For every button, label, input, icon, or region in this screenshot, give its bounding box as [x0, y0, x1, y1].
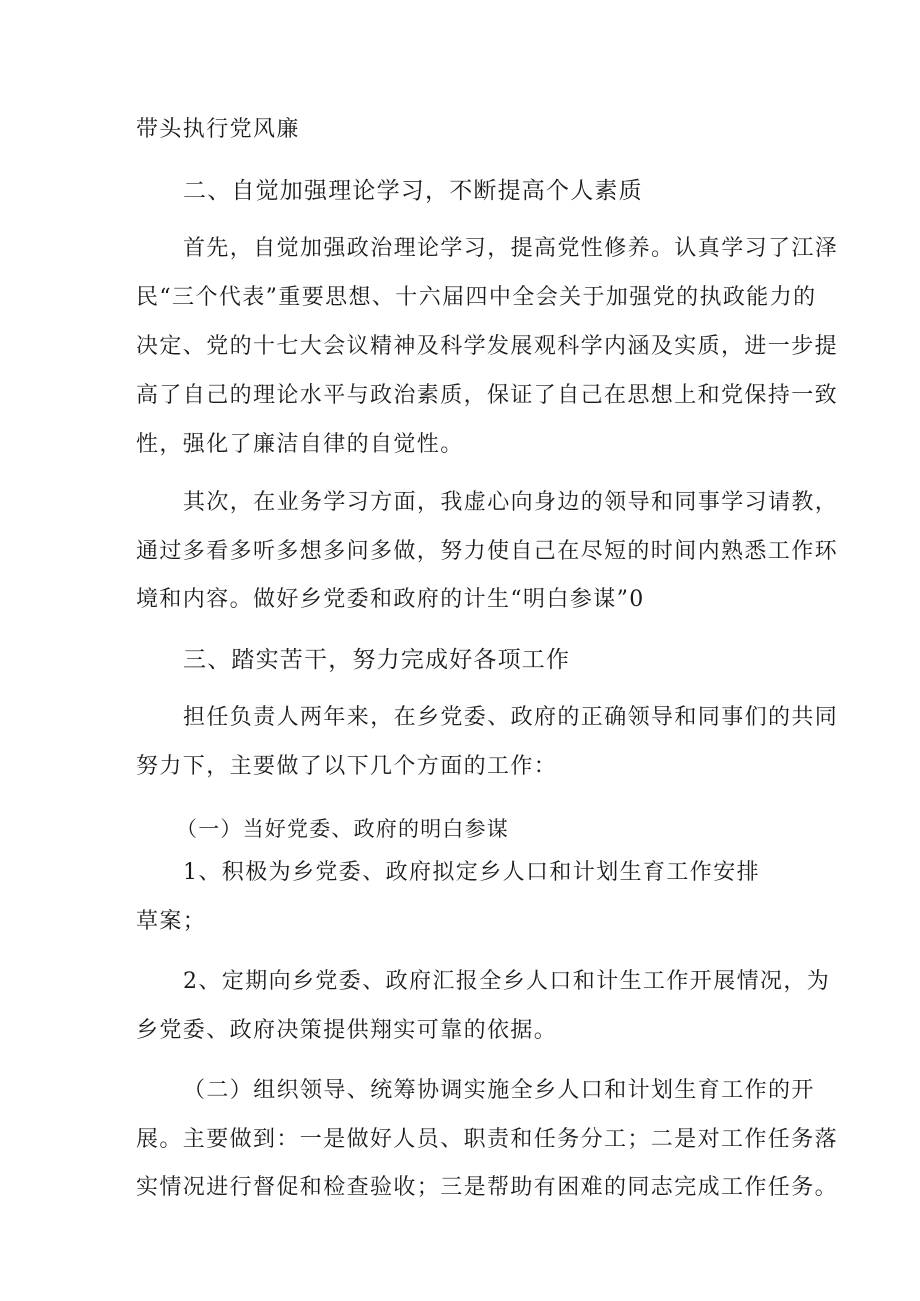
paragraph-line: 性，强化了廉洁自律的自觉性。 — [136, 432, 464, 457]
list-item: 2、定期向乡党委、政府汇报全乡人口和计生工作开展情况，为 — [183, 969, 831, 994]
text-line-fragment: 带头执行党风廉 — [136, 117, 300, 142]
list-item-continuation: 乡党委、政府决策提供翔实可靠的依据。 — [136, 1018, 558, 1043]
paragraph-line: 实情况进行督促和检查验收；三是帮助有困难的同志完成工作任务。 — [136, 1175, 839, 1200]
section-heading-2: 二、自觉加强理论学习，不断提高个人素质 — [183, 178, 643, 204]
paragraph-line: 其次，在业务学习方面，我虚心向身边的领导和同事学习请教， — [183, 490, 839, 515]
paragraph-line: 担任负责人两年来，在乡党委、政府的正确领导和同事们的共同 — [183, 705, 839, 730]
paragraph-line: 展。主要做到：一是做好人员、职责和任务分工；二是对工作任务落 — [136, 1127, 839, 1152]
list-item: 1、积极为乡党委、政府拟定乡人口和计划生育工作安排 — [183, 860, 760, 885]
paragraph-line: 努力下，主要做了以下几个方面的工作： — [136, 754, 558, 779]
list-item-continuation: 草案； — [136, 909, 207, 934]
paragraph-line: 高了自己的理论水平与政治素质，保证了自己在思想上和党保持一致 — [136, 383, 839, 408]
section-heading-3: 三、踏实苦干，努力完成好各项工作 — [183, 647, 571, 673]
paragraph-line: 境和内容。做好乡党委和政府的计生“明白参谋”0 — [136, 587, 645, 612]
paragraph-line: 通过多看多听多想多问多做，努力使自己在尽短的时间内熟悉工作环 — [136, 539, 839, 564]
paragraph-line: 民“三个代表”重要思想、十六届四中全会关于加强党的执政能力的 — [136, 285, 817, 310]
subsection-heading-2: （二）组织领导、统筹协调实施全乡人口和计划生育工作的开 — [183, 1078, 815, 1103]
paragraph-line: 决定、党的十七大会议精神及科学发展观科学内涵及实质，进一步提 — [136, 334, 839, 359]
paragraph-line: 首先，自觉加强政治理论学习，提高党性修养。认真学习了江泽 — [183, 236, 839, 261]
subsection-heading-1: （一）当好党委、政府的明白参谋 — [176, 817, 509, 841]
